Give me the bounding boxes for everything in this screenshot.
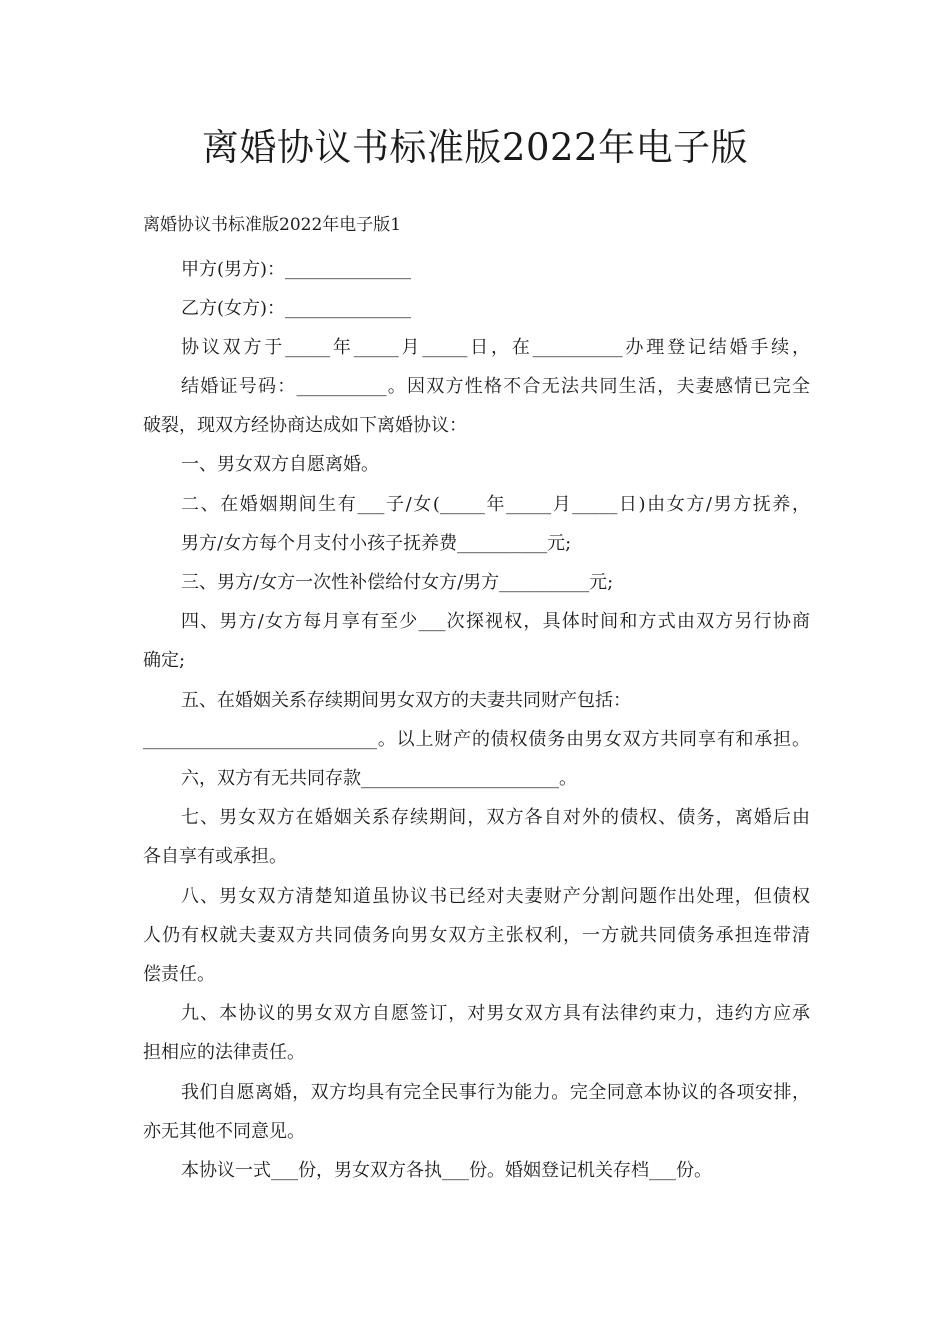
paragraph-line: 各自享有或承担。 — [143, 846, 287, 867]
paragraph-line: 确定; — [143, 650, 186, 671]
paragraph-line: 人仍有权就夫妻双方共同债务向男女双方主张权利，一方就共同债务承担连带清 — [143, 925, 810, 946]
clause-5: 五、在婚姻关系存续期间男女双方的夫妻共同财产包括： — [181, 690, 631, 711]
paragraph-line: 担相应的法律责任。 — [143, 1042, 305, 1063]
copies-paragraph: 本协议一式___份，男女双方各执___份。婚姻登记机关存档___份。 — [181, 1160, 712, 1181]
paragraph-line: 男方/女方每个月支付小孩子抚养费__________元; — [181, 533, 572, 554]
document-subtitle: 离婚协议书标准版2022年电子版1 — [143, 215, 402, 235]
party-b-line: 乙方(女方)：______________ — [181, 298, 412, 319]
document-title: 离婚协议书标准版2022年电子版 — [201, 126, 749, 169]
clause-3: 三、男方/女方一次性补偿给付女方/男方__________元; — [181, 572, 614, 593]
clause-7: 七、男女双方在婚姻关系存续期间，双方各自对外的债权、债务，离婚后由 — [181, 807, 810, 828]
paragraph-line: 结婚证号码：__________。因双方性格不合无法共同生活，夫妻感情已完全 — [181, 376, 810, 397]
statement-paragraph: 我们自愿离婚，双方均具有完全民事行为能力。完全同意本协议的各项安排， — [181, 1082, 810, 1103]
paragraph-line: 破裂，现双方经协商达成如下离婚协议： — [143, 415, 467, 436]
party-a-line: 甲方(男方)：______________ — [181, 259, 412, 280]
clause-1: 一、男女双方自愿离婚。 — [181, 454, 379, 475]
clause-2: 二、在婚姻期间生有___子/女(_____年_____月_____日)由女方/男方抚养， — [181, 494, 810, 515]
paragraph-line: 协议双方于_____年_____月_____日，在__________办理登记结婚手续， — [181, 337, 810, 358]
clause-8: 八、男女双方清楚知道虽协议书已经对夫妻财产分割问题作出处理，但债权 — [181, 886, 810, 907]
paragraph-line: __________________________。以上财产的债权债务由男女双方共同享有和承担。 — [143, 729, 810, 750]
paragraph-line: 偿责任。 — [143, 964, 215, 985]
clause-9: 九、本协议的男女双方自愿签订，对男女双方具有法律约束力，违约方应承 — [181, 1003, 810, 1024]
clause-6: 六，双方有无共同存款______________________。 — [181, 768, 577, 789]
paragraph-line: 亦无其他不同意见。 — [143, 1121, 305, 1142]
clause-4: 四、男方/女方每月享有至少___次探视权，具体时间和方式由双方另行协商 — [181, 611, 810, 632]
